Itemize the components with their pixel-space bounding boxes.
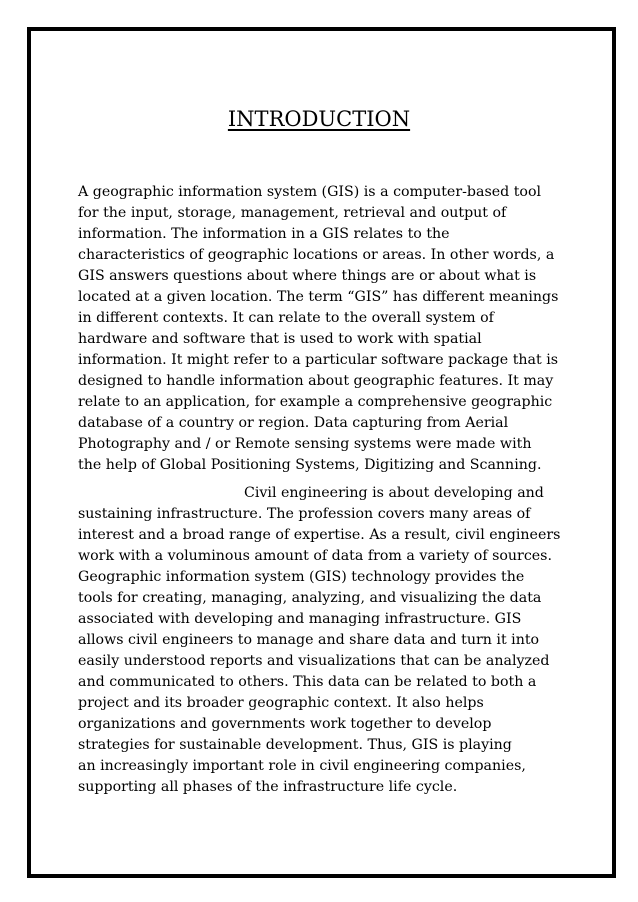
text-line: GIS answers questions about where things are or about what is	[78, 268, 537, 284]
text-line: for the input, storage, management, retrieval and output of	[78, 205, 507, 221]
text-line: supporting all phases of the infrastructure life cycle.	[78, 779, 458, 795]
text-line: organizations and governments work together to develop	[78, 716, 492, 732]
text-line: characteristics of geographic locations or areas. In other words, a	[78, 247, 555, 263]
text-line: project and its broader geographic context. It also helps	[78, 695, 484, 711]
text-line: tools for creating, managing, analyzing, and visualizing the data	[78, 590, 542, 606]
text-line: Geographic information system (GIS) technology provides the	[78, 569, 525, 585]
text-line: the help of Global Positioning Systems, Digitizing and Scanning.	[78, 457, 542, 473]
text-line: sustaining infrastructure. The profession covers many areas of	[78, 506, 531, 522]
text-line: in different contexts. It can relate to the overall system of	[78, 310, 494, 326]
text-line: hardware and software that is used to work with spatial	[78, 331, 482, 347]
paragraph-civil-engineering	[78, 483, 568, 798]
paragraph-gis-definition	[78, 182, 568, 476]
text-line: work with a voluminous amount of data from a variety of sources.	[78, 548, 552, 564]
text-line: located at a given location. The term “GIS” has different meanings	[78, 289, 559, 305]
text-line: information. It might refer to a particular software package that is	[78, 352, 559, 368]
text-line: associated with developing and managing infrastructure. GIS	[78, 611, 522, 627]
text-line: information. The information in a GIS relates to the	[78, 226, 450, 242]
text-line: and communicated to others. This data can be related to both a	[78, 674, 537, 690]
text-line: strategies for sustainable development. Thus, GIS is playing	[78, 737, 512, 753]
text-line: A geographic information system (GIS) is a computer-based tool	[78, 184, 542, 200]
text-line: Civil engineering is about developing and	[244, 485, 544, 501]
text-line: database of a country or region. Data capturing from Aerial	[78, 415, 509, 431]
text-line: easily understood reports and visualizations that can be analyzed	[78, 653, 550, 669]
text-line: designed to handle information about geographic features. It may	[78, 373, 554, 389]
text-line: relate to an application, for example a comprehensive geographic	[78, 394, 553, 410]
text-line: an increasingly important role in civil engineering companies,	[78, 758, 526, 774]
text-line: Photography and / or Remote sensing systems were made with	[78, 436, 532, 452]
text-line: allows civil engineers to manage and share data and turn it into	[78, 632, 540, 648]
text-line: interest and a broad range of expertise. As a result, civil engineers	[78, 527, 561, 543]
page-title: INTRODUCTION	[227, 107, 411, 131]
